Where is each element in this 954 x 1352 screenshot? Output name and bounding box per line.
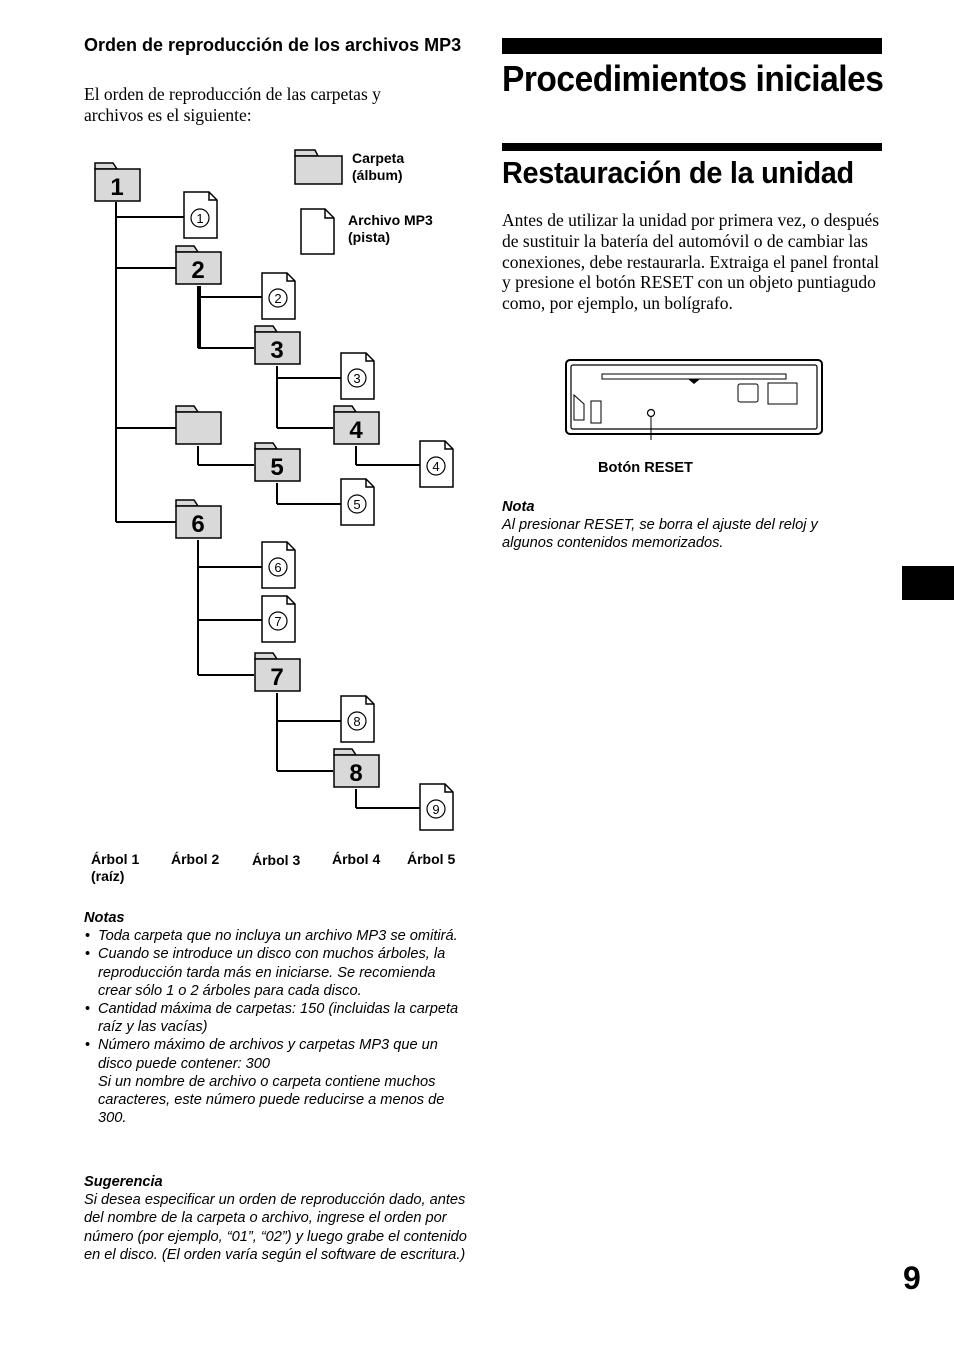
reset-button[interactable] <box>648 410 655 417</box>
folder-icon-1 <box>95 163 140 201</box>
file-number-1: 1 <box>196 211 204 226</box>
file-icon-3 <box>341 353 374 399</box>
tree-root-note: (raíz) <box>91 868 125 884</box>
tree-label-3: Árbol 3 <box>252 852 301 868</box>
folder-tree-diagram <box>84 140 484 900</box>
file-number-7: 7 <box>274 614 282 629</box>
legend-folder-label: Carpeta <box>352 150 405 166</box>
file-icon-5 <box>341 479 374 525</box>
tree-label-1: Árbol 1 <box>91 851 140 867</box>
file-number-4: 4 <box>432 459 440 474</box>
tip-title: Sugerencia <box>84 1174 163 1190</box>
file-number-8: 8 <box>353 714 361 729</box>
file-number-6: 6 <box>274 560 282 575</box>
legend-file-sublabel: (pista) <box>348 229 390 245</box>
notes-title: Notas <box>84 910 125 926</box>
folder-number-7: 7 <box>270 664 284 691</box>
tip-block <box>84 1173 469 1264</box>
section-title: Procedimientos iniciales <box>502 58 884 99</box>
file-icon-2 <box>262 273 295 319</box>
folder-icon-7 <box>255 653 300 691</box>
folder-icon-8 <box>334 749 379 787</box>
reset-button-label: Botón RESET <box>598 460 693 476</box>
note-item-continuation: Si un nombre de archivo o carpeta contiene muchos caracteres, este número puede reducirse a menos de 300. <box>98 1073 445 1127</box>
file-icon-7 <box>262 596 295 642</box>
file-number-3: 3 <box>353 371 361 386</box>
side-tab-marker <box>902 566 954 600</box>
head-unit-illustration <box>562 356 828 440</box>
notes-list <box>84 927 469 1127</box>
mp3-order-intro: El orden de reproducción de las carpetas y archivos es el siguiente: <box>84 84 381 125</box>
folder-number-3: 3 <box>270 337 284 364</box>
legend-file-label: Archivo MP3 <box>348 212 433 228</box>
tip-text: Si desea especificar un orden de reproducción dado, antes del nombre de la carpeta o archivo, ingrese el orden por número (por ejemplo, “01”, “02”) y luego grabe el contenido en el disco. (El orden varía según el software de escritura.) <box>84 1192 467 1263</box>
tree-label-2: Árbol 2 <box>171 851 220 867</box>
folder-number-4: 4 <box>349 417 363 444</box>
folder-number-2: 2 <box>191 257 205 284</box>
folder-icon-empty <box>176 406 221 444</box>
tree-label-4: Árbol 4 <box>332 851 381 867</box>
note-item: • Cantidad máxima de carpetas: 150 (incluidas la carpeta raíz y las vacías) <box>84 1000 469 1036</box>
file-number-9: 9 <box>432 802 440 817</box>
section-rule-top <box>502 38 882 54</box>
nota-block <box>502 498 872 553</box>
file-icon-1 <box>184 192 217 238</box>
legend-folder-sublabel: (álbum) <box>352 167 403 183</box>
folder-icon-6 <box>176 500 221 538</box>
folder-icon-5 <box>255 443 300 481</box>
nota-title: Nota <box>502 499 535 515</box>
note-item: • Toda carpeta que no incluya un archivo MP3 se omitirá. <box>84 927 469 945</box>
reset-title: Restauración de la unidad <box>502 155 854 190</box>
file-icon-6 <box>262 542 295 588</box>
nota-text: Al presionar RESET, se borra el ajuste del reloj y algunos contenidos memorizados. <box>502 517 818 552</box>
note-item-text: Número máximo de archivos y carpetas MP3 que un disco puede contener: 300 <box>98 1037 438 1072</box>
file-icon-9 <box>420 784 453 830</box>
file-number-2: 2 <box>274 291 282 306</box>
page-number: 9 <box>903 1260 921 1296</box>
section-rule-sub <box>502 143 882 151</box>
mp3-order-heading: Orden de reproducción de los archivos MP3 <box>84 35 462 55</box>
file-icon-8 <box>341 696 374 742</box>
legend-file-icon <box>301 209 334 254</box>
file-number-5: 5 <box>353 497 361 512</box>
folder-icon-4 <box>334 406 379 444</box>
legend-folder-icon <box>295 150 342 184</box>
file-icon-4 <box>420 441 453 487</box>
note-item: • Cuando se introduce un disco con muchos árboles, la reproducción tarda más en iniciarse. Se recomienda crear sólo 1 o 2 árboles para cada disco. <box>84 945 469 1000</box>
folder-number-1: 1 <box>110 174 124 201</box>
note-item <box>84 1036 469 1127</box>
tree-label-5: Árbol 5 <box>407 851 456 867</box>
folder-icon-2 <box>176 246 221 284</box>
folder-number-5: 5 <box>270 454 284 481</box>
reset-body: Antes de utilizar la unidad por primera vez, o después de sustituir la batería del automóvil o de cambiar las conexiones, debe restaurarla. Extraiga el panel frontal y presione el botón RESET con un objeto puntiagudo como, por ejemplo, un bolígrafo. <box>502 210 880 314</box>
folder-number-8: 8 <box>349 760 363 787</box>
folder-icon-3 <box>255 326 300 364</box>
notes-block <box>84 909 469 1127</box>
folder-number-6: 6 <box>191 511 205 538</box>
